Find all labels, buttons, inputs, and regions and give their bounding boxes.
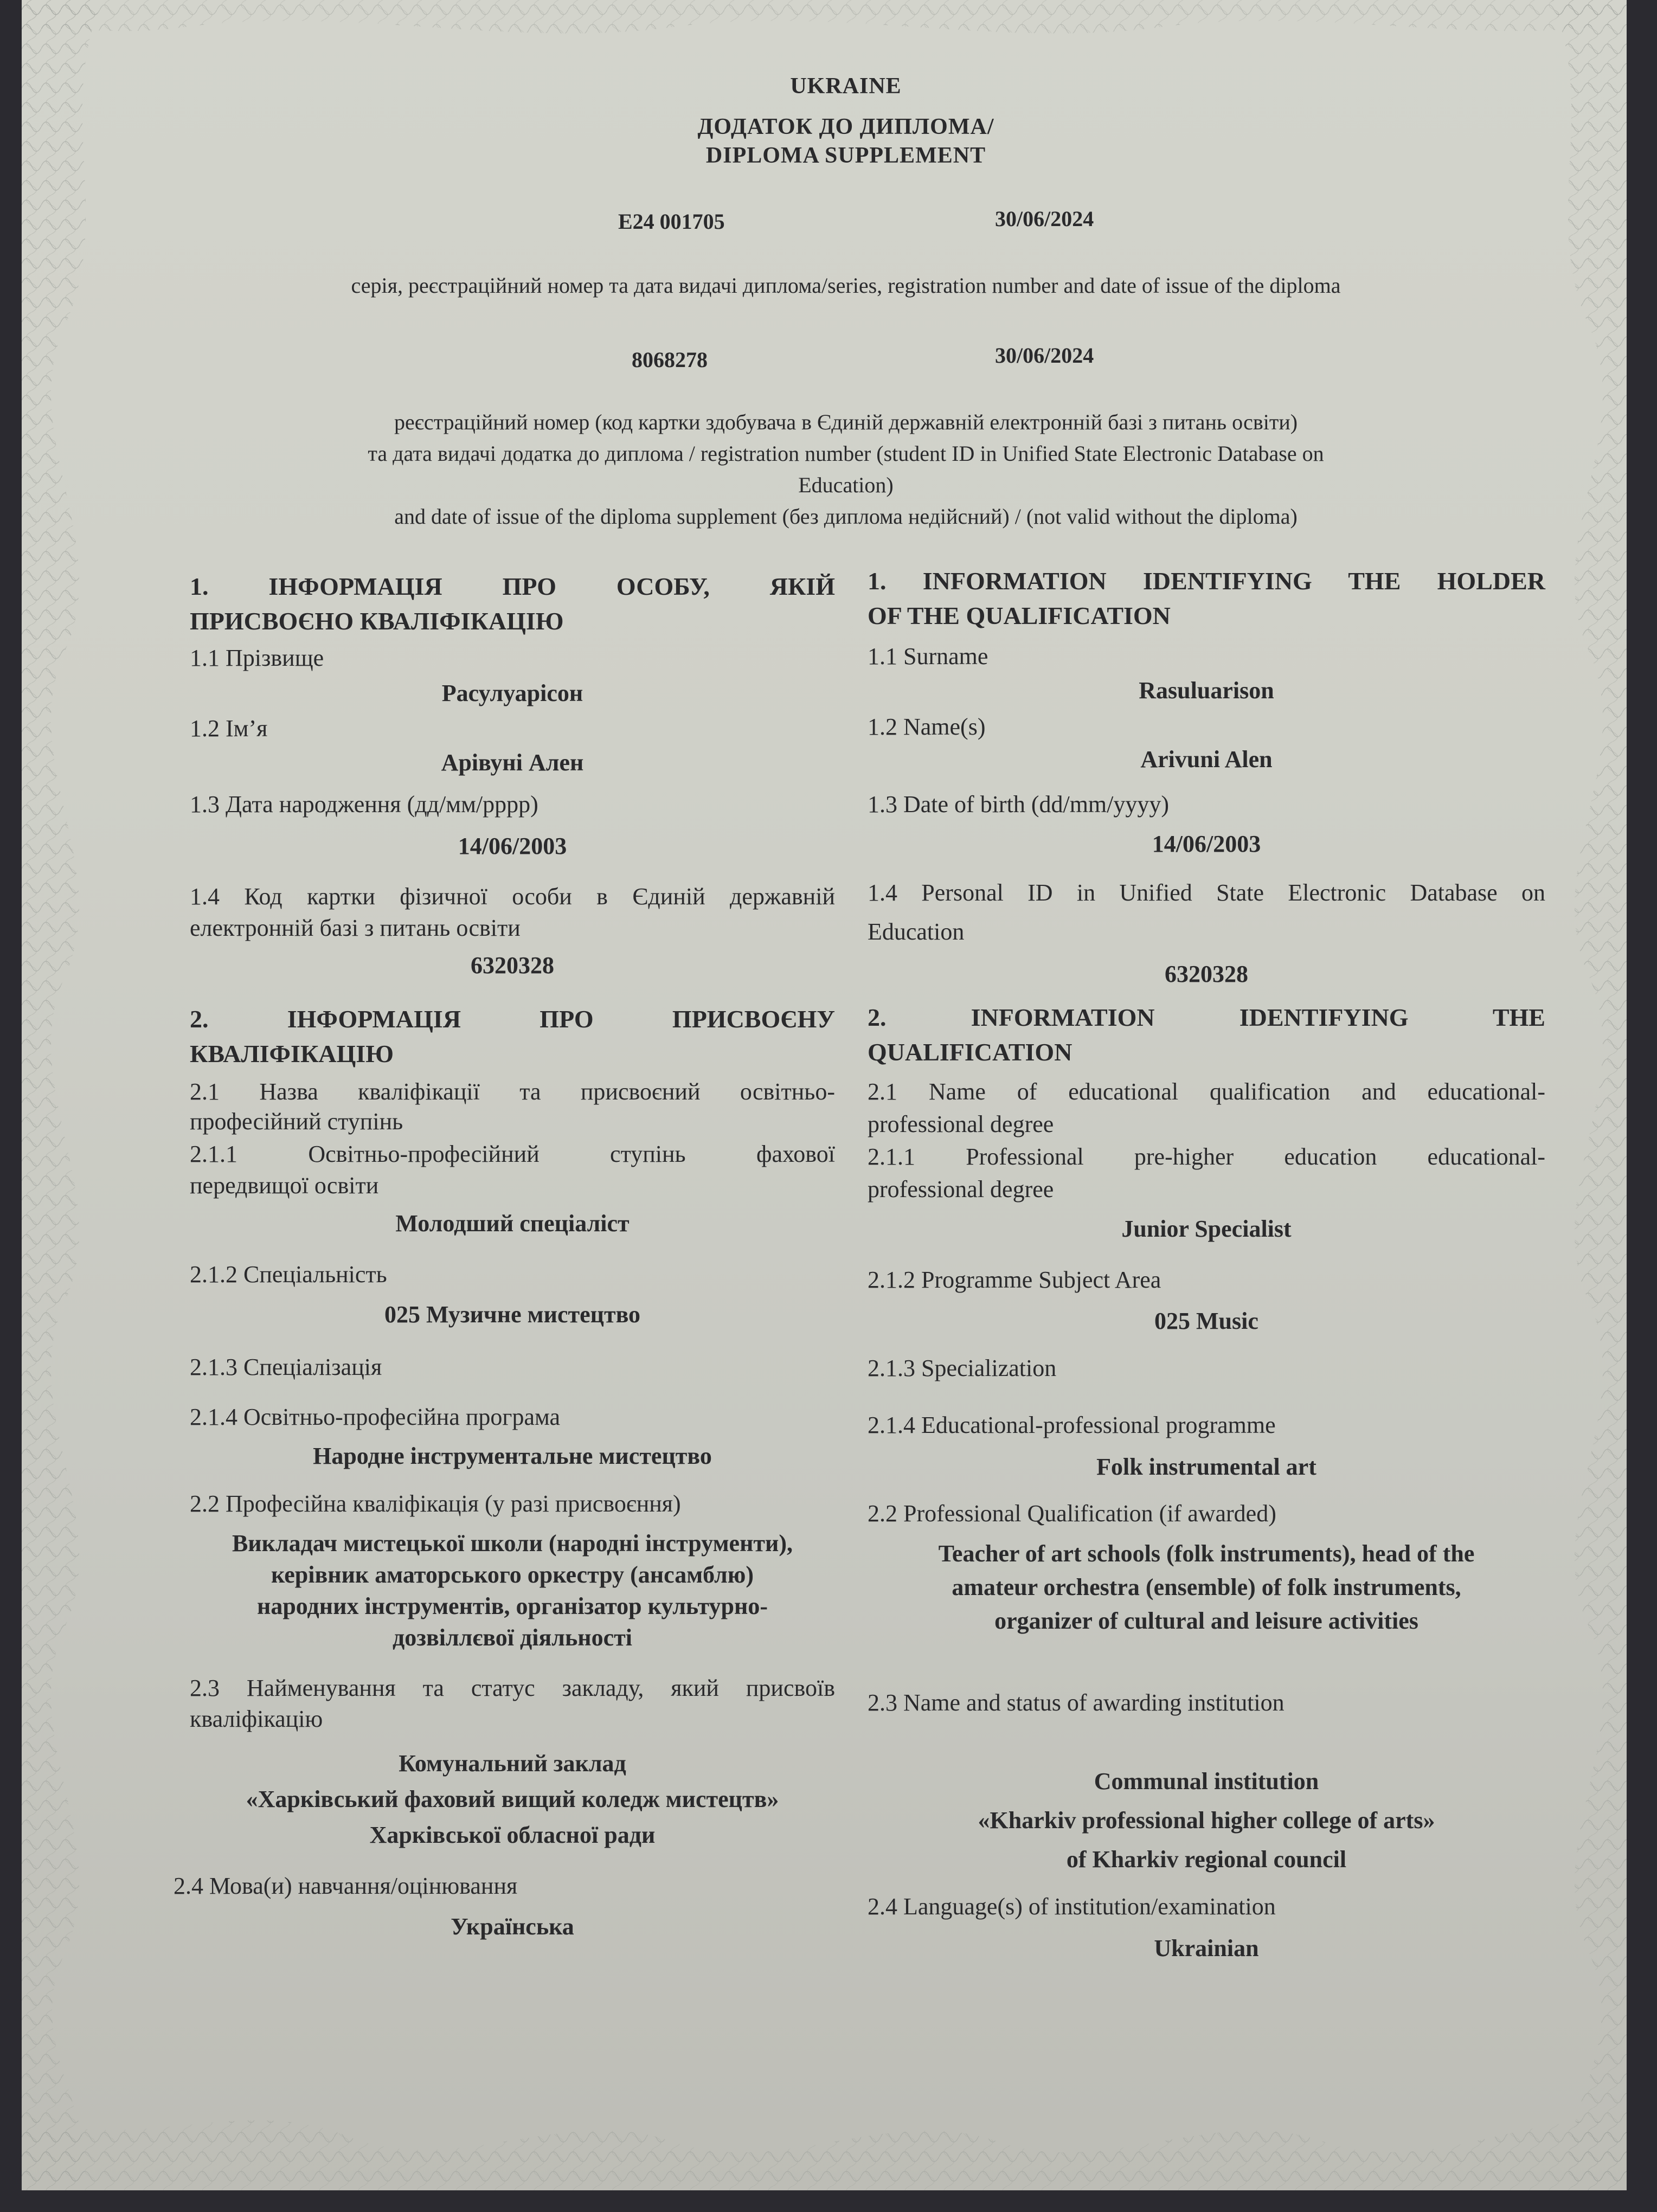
ua-column bbox=[174, 0, 835, 2190]
supplement-caption-line-1: реєстраційний номер (код картки здобувача в Єдиній державній електронній базі з питань освіти) bbox=[394, 410, 1298, 434]
ua-personal-id-label-1: 1.4 Код картки фізичної особи в Єдиній державній bbox=[190, 883, 835, 910]
en-surname-label: 1.1 Surname bbox=[868, 643, 988, 670]
supplement-caption-line-4: and date of issue of the diploma supplement (без диплома недійсний) / (not valid without the diploma) bbox=[394, 504, 1298, 529]
ua-language-label: 2.4 Мова(и) навчання/оцінювання bbox=[174, 1873, 518, 1899]
supplement-number: 8068278 bbox=[632, 348, 708, 372]
ua-section-1-heading: 1. ІНФОРМАЦІЯ ПРО ОСОБУ, ЯКІЙ ПРИСВОЄНО КВАЛІФІКАЦІЮ bbox=[190, 573, 835, 635]
en-column bbox=[868, 0, 1545, 2190]
en-section-1-heading: 1. INFORMATION IDENTIFYING THE HOLDER OF THE QUALIFICATION bbox=[868, 567, 1545, 629]
title-en: DIPLOMA SUPPLEMENT bbox=[705, 143, 986, 168]
en-institution-label: 2.3 Name and status of awarding institution bbox=[868, 1689, 1285, 1716]
ua-institution-label-2: кваліфікацію bbox=[190, 1706, 323, 1732]
en-personal-id-value: 6320328 bbox=[1165, 961, 1248, 987]
en-qual-name-label-1: 2.1 Name of educational qualification and educational- bbox=[868, 1078, 1545, 1105]
ua-birthdate-label: 1.3 Дата народження (дд/мм/рррр) bbox=[190, 791, 538, 818]
ua-qual-name-label-2: професійний ступінь bbox=[190, 1108, 403, 1135]
ua-specialty-label: 2.1.2 Спеціальність bbox=[190, 1261, 387, 1288]
ua-degree-label-2: передвищої освіти bbox=[190, 1172, 379, 1199]
title-ua: ДОДАТОК ДО ДИПЛОМА/ bbox=[697, 114, 994, 139]
en-subject-area-value: 025 Music bbox=[1154, 1308, 1258, 1334]
ua-institution-value: Комунальний заклад «Харківський фаховий вищий коледж мистецтв» Харківської обласної ради bbox=[246, 1750, 779, 1848]
ua-surname-value: Расулуарісон bbox=[441, 680, 583, 706]
ua-name-label: 1.2 Ім’я bbox=[190, 715, 268, 742]
ua-prof-qual-value: Викладач мистецької школи (народні інструменти), керівник аматорського оркестру (ансамблю) народних інструментів, організатор культурно- дозвіллєвої діяльності bbox=[232, 1530, 793, 1651]
en-prof-qual-label: 2.2 Professional Qualification (if awarded) bbox=[868, 1500, 1276, 1527]
ua-language-value: Українська bbox=[451, 1913, 574, 1940]
supplement-caption-line-3: Education) bbox=[798, 473, 894, 497]
en-personal-id-label-1: 1.4 Personal ID in Unified State Electronic Database on bbox=[868, 879, 1545, 906]
en-name-value: Arivuni Alen bbox=[1140, 746, 1273, 773]
ua-institution-label-1: 2.3 Найменування та статус закладу, який присвоїв bbox=[190, 1675, 835, 1701]
en-surname-value: Rasuluarison bbox=[1139, 677, 1274, 704]
diploma-date: 30/06/2024 bbox=[995, 207, 1094, 231]
en-degree-value: Junior Specialist bbox=[1121, 1216, 1292, 1242]
ua-personal-id-label-2: електронній базі з питань освіти bbox=[190, 915, 521, 941]
ua-specialization-label: 2.1.3 Спеціалізація bbox=[190, 1354, 382, 1380]
en-prof-qual-value: Teacher of art schools (folk instruments), head of the amateur orchestra (ensemble) of folk instruments, organizer of cultural and leisure activities bbox=[938, 1540, 1475, 1634]
ua-section-2-heading: 2. ІНФОРМАЦІЯ ПРО ПРИСВОЄНУ КВАЛІФІКАЦІЮ bbox=[190, 1005, 835, 1068]
ua-surname-label: 1.1 Прізвище bbox=[190, 645, 324, 671]
en-section-2-heading: 2. INFORMATION IDENTIFYING THE QUALIFICATION bbox=[868, 1004, 1545, 1066]
ua-personal-id-value: 6320328 bbox=[471, 952, 554, 979]
ua-programme-value: Народне інструментальне мистецтво bbox=[313, 1443, 712, 1469]
ua-programme-label: 2.1.4 Освітньо-професійна програма bbox=[190, 1404, 561, 1430]
diploma-number: E24 001705 bbox=[618, 209, 725, 234]
ua-birthdate-value: 14/06/2003 bbox=[458, 833, 567, 859]
en-birthdate-value: 14/06/2003 bbox=[1152, 831, 1261, 857]
en-name-label: 1.2 Name(s) bbox=[868, 713, 986, 740]
country-heading: UKRAINE bbox=[790, 74, 902, 99]
supplement-caption-line-2: та дата видачі додатка до диплома / registration number (student ID in Unified State Electronic Database on bbox=[368, 441, 1324, 466]
ua-degree-value: Молодший спеціаліст bbox=[395, 1210, 630, 1237]
en-specialization-label: 2.1.3 Specialization bbox=[868, 1355, 1057, 1381]
en-subject-area-label: 2.1.2 Programme Subject Area bbox=[868, 1266, 1161, 1293]
en-personal-id-label-2: Education bbox=[868, 918, 965, 945]
ua-prof-qual-label: 2.2 Професійна кваліфікація (у разі присвоєння) bbox=[190, 1490, 681, 1517]
ua-specialty-value: 025 Музичне мистецтво bbox=[384, 1301, 641, 1328]
supplement-date: 30/06/2024 bbox=[995, 343, 1094, 368]
en-programme-value: Folk instrumental art bbox=[1096, 1454, 1316, 1480]
en-qual-name-label-2: professional degree bbox=[868, 1111, 1054, 1137]
en-language-value: Ukrainian bbox=[1154, 1935, 1259, 1962]
ua-qual-name-label-1: 2.1 Назва кваліфікації та присвоєний освітньо- bbox=[190, 1078, 835, 1105]
en-degree-label-1: 2.1.1 Professional pre-higher education educational- bbox=[868, 1143, 1545, 1170]
en-institution-value: Communal institution «Kharkiv professional higher college of arts» of Kharkiv regional council bbox=[978, 1768, 1435, 1873]
en-language-label: 2.4 Language(s) of institution/examination bbox=[868, 1893, 1276, 1920]
en-programme-label: 2.1.4 Educational-professional programme bbox=[868, 1412, 1276, 1438]
en-birthdate-label: 1.3 Date of birth (dd/mm/yyyy) bbox=[868, 791, 1170, 818]
diploma-caption: серія, реєстраційний номер та дата видачі диплома/series, registration number and date of issue of the diploma bbox=[351, 273, 1341, 298]
ua-name-value: Арівуні Ален bbox=[441, 749, 584, 776]
ua-degree-label-1: 2.1.1 Освітньо-професійний ступінь фахової bbox=[190, 1141, 835, 1167]
en-degree-label-2: professional degree bbox=[868, 1176, 1054, 1203]
diploma-supplement-sheet bbox=[22, 0, 1627, 2190]
